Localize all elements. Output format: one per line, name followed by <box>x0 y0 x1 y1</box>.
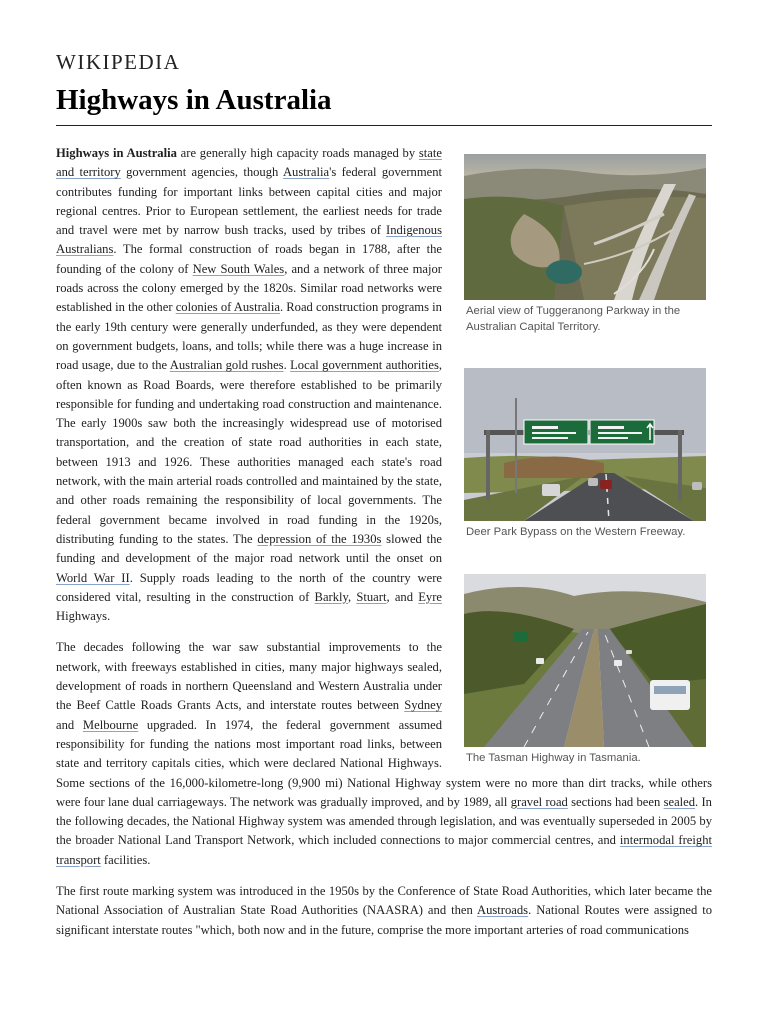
wiki-link[interactable]: intermodal freight transport <box>56 833 712 867</box>
text-run: upgraded. In 1974, the federal government assumed responsibility for funding the nations most important road links, between state and territory capitals cities, which were declared National Highways. Some sections of the 16,000-kilometre-long (9,900 mi) National Highway system were no more than dirt tracks, while others were four lane dual carriageways. The network was gradually improved, and by 1989, all <box>56 717 712 809</box>
wiki-link[interactable]: Australian gold rushes <box>169 358 284 373</box>
wiki-link[interactable]: Eyre <box>418 589 442 604</box>
bold-term: Highways in Australia <box>56 146 177 160</box>
text-run: 's federal government contributes funding for important links between capital cities and major regional centres. Prior to European settlement, the earliest needs for trade and travel were met by narrow bush tracks, used by tribes of <box>56 165 442 238</box>
highway-photo[interactable] <box>464 574 706 747</box>
wiki-link[interactable]: sealed <box>663 794 696 809</box>
figure-caption: The Tasman Highway in Tasmania. <box>466 752 641 764</box>
aerial-photo[interactable] <box>464 154 706 300</box>
wiki-link[interactable]: Austroads <box>477 903 529 918</box>
text-run: . Supply roads leading to the north of the country were considered vital, resulting in the construction of <box>56 570 442 604</box>
wiki-link[interactable]: Barkly <box>314 589 349 604</box>
text-run: facilities. <box>100 852 151 867</box>
figure-tasman-highway <box>464 574 706 766</box>
text-run: and <box>56 717 83 732</box>
text-run: . The formal construction of roads began in 1788, after the founding of the colony of <box>56 242 442 276</box>
wiki-link[interactable]: Melbourne <box>82 717 139 732</box>
title-divider <box>56 125 712 126</box>
wiki-link[interactable]: Sydney <box>404 698 442 713</box>
wiki-link[interactable]: New South Wales <box>192 261 285 276</box>
wiki-link[interactable]: Local government authorities <box>290 358 439 373</box>
text-run: , and <box>386 589 419 604</box>
text-run: , <box>348 589 357 604</box>
text-run: . National Routes were assigned to significant interstate routes "which, both now and in the future, comprise the more important arteries of road communications <box>56 903 712 937</box>
figure-caption: Deer Park Bypass on the Western Freeway. <box>466 526 686 538</box>
text-run: The decades following the war saw substantial improvements to the network, with freeways established in cities, many major highways sealed, development of roads in northern Queensland and Western Australia under the Beef Cattle Roads Grants Acts, and interstate routes between <box>56 640 442 713</box>
figure-aerial-tuggeranong <box>464 154 706 335</box>
freeway-photo[interactable] <box>464 368 706 521</box>
text-run: slowed the funding and development of the major road network until the onset on <box>56 531 442 566</box>
wiki-link[interactable]: Australia <box>282 165 330 180</box>
page-title: Highways in Australia <box>56 84 332 116</box>
wiki-link[interactable]: gravel road <box>510 794 568 809</box>
wiki-link[interactable]: colonies of Australia <box>175 300 280 315</box>
text-run: . In the following decades, the National Highway system was amended through legislation, and was eventually superseded in 2005 by the broader National Land Transport Network, which included connections to major commercial centres, and <box>56 794 712 848</box>
text-run: are generally high capacity roads managed by <box>176 146 419 160</box>
wiki-link[interactable]: Indigenous Australians <box>56 223 442 257</box>
wiki-link[interactable]: depression of the 1930s <box>257 531 382 546</box>
text-run: government agencies, though <box>120 165 283 180</box>
wiki-link[interactable]: World War II <box>56 570 130 585</box>
text-run: Highways. <box>56 609 111 624</box>
figure-caption: Aerial view of Tuggeranong Parkway in the Australian Capital Territory. <box>466 305 681 333</box>
text-run: . Road construction programs in the early 19th century were generally underfunded, as they were dependent on government budgets, loans, and tolls; while there was a huge increase in road usage, due to the <box>56 300 442 373</box>
text-run: The first route marking system was introduced in the 1950s by the Conference of State Road Authorities, which later became the National Association of Australian State Road Authorities (NAASRA) and then <box>56 883 712 918</box>
paragraph <box>56 882 712 940</box>
text-run: . <box>283 358 291 373</box>
text-run: , and a network of three major roads across the colony emerged by the 1820s. Similar road networks were established in the other <box>56 261 443 315</box>
wiki-link[interactable]: Stuart <box>356 589 387 604</box>
text-run: , often known as Road Boards, were therefore established to be primarily responsible for funding and undertaking road construction and maintenance. The early 1900s saw both the increasingly widespread use of motorised transportation, and the creation of state road authorities in each state, between 1913 and 1926. These authorities managed each state's road network, with the main arterial roads controlled and maintained by the state, and other roads remaining the responsibility of local governments. The federal government became involved in road funding in the 1920s, distributing funding to the states. The <box>56 358 443 546</box>
article-body <box>56 144 712 952</box>
text-run: sections had been <box>567 794 664 809</box>
wikipedia-wordmark[interactable]: WIKIPEDIA <box>56 50 181 74</box>
wiki-link[interactable]: state and territory <box>56 146 442 180</box>
figure-deer-park-bypass <box>464 368 706 540</box>
